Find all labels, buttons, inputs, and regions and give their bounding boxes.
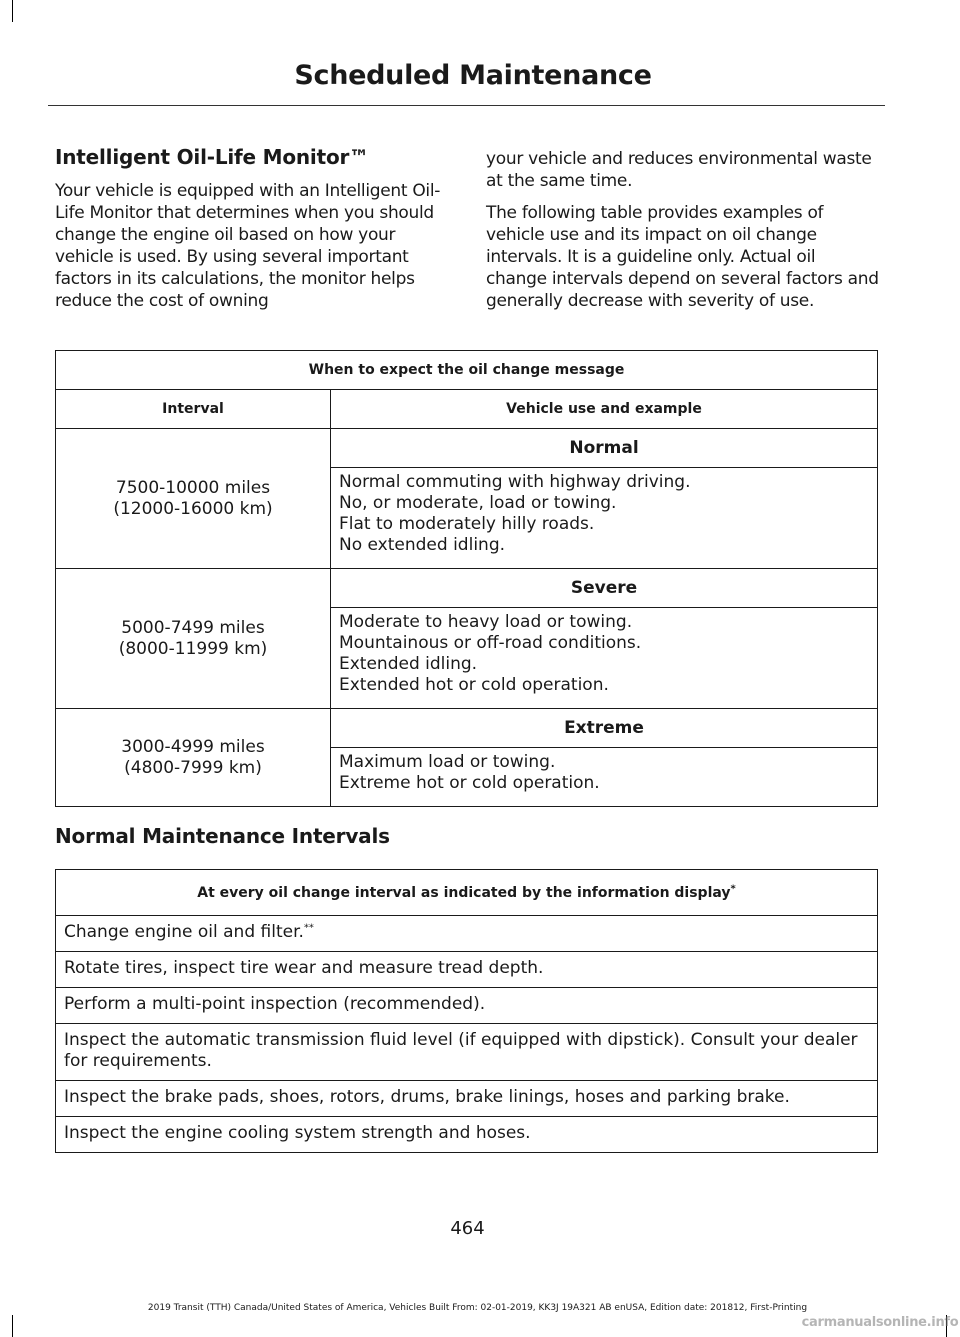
section-heading-oil-life-monitor: Intelligent Oil-Life Monitor™ [55, 145, 369, 169]
interval-miles: 7500-10000 miles [115, 477, 271, 498]
table-title-text: At every oil change interval as indicated by the information display [197, 884, 731, 901]
footnote-mark: * [730, 882, 736, 894]
interval-km: (12000-16000 km) [113, 498, 273, 519]
footnote-mark: ** [303, 922, 314, 934]
severity-extreme: Extreme [331, 709, 878, 748]
maintenance-row [56, 916, 878, 952]
use-item: Maximum load or towing. [339, 752, 556, 772]
interval-km: (8000-11999 km) [118, 638, 268, 659]
oil-change-message-table [55, 350, 878, 807]
edition-footer: 2019 Transit (TTH) Canada/United States of America, Vehicles Built From: 02-01-2019, KK3J 19A321 AB enUSA, Edition date: 201812, First-Printing [147, 1303, 808, 1313]
column-header-vehicle-use: Vehicle use and example [331, 390, 878, 429]
interval-km: (4800-7999 km) [124, 757, 262, 778]
section-heading-maintenance-intervals: Normal Maintenance Intervals [55, 824, 390, 848]
use-item: Mountainous or off-road conditions. [339, 633, 642, 653]
maintenance-row: Perform a multi-point inspection (recommended). [56, 988, 878, 1024]
intro-left-column [55, 145, 450, 322]
use-item: Extreme hot or cold operation. [339, 773, 600, 793]
severity-normal: Normal [331, 429, 878, 468]
interval-miles: 3000-4999 miles [121, 736, 265, 757]
use-item: No extended idling. [339, 535, 506, 555]
uses-cell-normal [331, 468, 878, 569]
page-header [0, 60, 930, 91]
maintenance-row: Inspect the automatic transmission fluid level (if equipped with dipstick). Consult your dealer for requirements. [56, 1024, 878, 1081]
interval-miles: 5000-7499 miles [121, 617, 265, 638]
severity-severe: Severe [331, 569, 878, 608]
uses-cell-extreme [331, 748, 878, 807]
intro-paragraph-continued: your vehicle and reduces environmental waste at the same time. [486, 149, 872, 191]
maintenance-row: Inspect the engine cooling system strength and hoses. [56, 1117, 878, 1153]
maintenance-intervals-table [55, 869, 878, 1153]
interval-cell-severe [56, 569, 331, 709]
table-intro-paragraph: The following table provides examples of vehicle use and its impact on oil change intervals. It is a guideline only. Actual oil change intervals depend on several factors and generally decrease with severity of use. [486, 203, 879, 311]
page-number: 464 [450, 1218, 485, 1239]
uses-cell-severe [331, 608, 878, 709]
interval-cell-normal [56, 429, 331, 569]
use-item: No, or moderate, load or towing. [339, 493, 617, 513]
table-title: When to expect the oil change message [56, 351, 878, 390]
use-item: Extended hot or cold operation. [339, 675, 609, 695]
use-item: Flat to moderately hilly roads. [339, 514, 595, 534]
intro-right-column [486, 148, 881, 322]
maintenance-row: Rotate tires, inspect tire wear and measure tread depth. [56, 952, 878, 988]
use-item: Normal commuting with highway driving. [339, 472, 691, 492]
table-title [56, 870, 878, 916]
maintenance-item-text: Change engine oil and filter. [64, 922, 304, 942]
crop-mark-top-left [12, 0, 13, 22]
page-title: Scheduled Maintenance [294, 60, 652, 91]
use-item: Moderate to heavy load or towing. [339, 612, 633, 632]
interval-cell-extreme [56, 709, 331, 807]
maintenance-row: Inspect the brake pads, shoes, rotors, drums, brake linings, hoses and parking brake. [56, 1081, 878, 1117]
use-item: Extended idling. [339, 654, 478, 674]
intro-paragraph: Your vehicle is equipped with an Intelligent Oil-Life Monitor that determines when you should change the engine oil based on how your vehicle is used. By using several important factors in its calculations, the monitor helps reduce the cost of owning [55, 181, 441, 311]
crop-mark-bottom-left [12, 1315, 13, 1337]
column-header-interval: Interval [56, 390, 331, 429]
header-divider [48, 105, 885, 106]
watermark-logo: carmanualsonline.info [801, 1314, 959, 1330]
